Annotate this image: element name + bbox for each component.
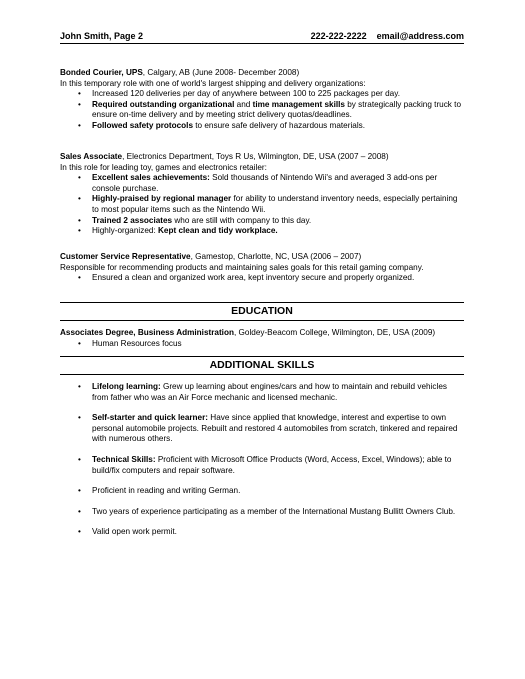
education-bullets <box>60 339 464 350</box>
job-heading <box>60 252 464 263</box>
job-description: In this temporary role with one of world's largest shipping and delivery organizations: <box>60 78 366 88</box>
job-meta: , Calgary, AB (June 2008- December 2008) <box>142 68 300 77</box>
list-item: • Proficient in reading and writing German. <box>60 486 464 497</box>
job-heading <box>60 152 464 163</box>
job-entry-gamestop <box>60 252 464 284</box>
list-item: • Valid open work permit. <box>60 527 464 538</box>
header-contact <box>311 31 464 42</box>
education-entry <box>60 328 464 339</box>
job-entry-ups <box>60 68 464 132</box>
job-bullets <box>60 273 464 284</box>
skills-heading: ADDITIONAL SKILLS <box>60 356 464 375</box>
header-email: email@address.com <box>376 31 464 41</box>
list-item: • Self-starter and quick learner: Have since applied that knowledge, interest and expertise to own personal automobile projects. Rebuilt and restored 4 automobiles from scratch, tinkered and repaired with numerous others. <box>60 413 464 445</box>
job-description: Responsible for recommending products and maintaining sales goals for this retail gaming company. <box>60 262 424 272</box>
list-item: • Human Resources focus <box>60 339 464 350</box>
list-item: • Technical Skills: Proficient with Microsoft Office Products (Word, Access, Excel, Windows); able to build/fix computers and repair software. <box>60 455 464 476</box>
job-title: Sales Associate <box>60 152 123 161</box>
job-meta: , Gamestop, Charlotte, NC, USA (2006 – 2007) <box>190 252 362 261</box>
job-heading <box>60 68 464 79</box>
skills-list <box>60 382 464 538</box>
list-item: • Highly-organized: Kept clean and tidy workplace. <box>60 226 464 237</box>
list-item: • Followed safety protocols to ensure safe delivery of hazardous materials. <box>60 121 464 132</box>
job-title: Bonded Courier, UPS <box>60 68 143 77</box>
header-divider <box>60 43 464 44</box>
job-entry-toys-r-us <box>60 152 464 237</box>
job-bullets <box>60 173 464 237</box>
page-header <box>60 31 464 42</box>
list-item: • Increased 120 deliveries per day of anywhere between 100 to 225 packages per day. <box>60 89 464 100</box>
job-meta: , Electronics Department, Toys R Us, Wilmington, DE, USA (2007 – 2008) <box>122 152 389 161</box>
list-item: • Trained 2 associates who are still with company to this day. <box>60 216 464 227</box>
header-phone: 222-222-2222 <box>310 31 367 41</box>
skills-section <box>60 382 464 548</box>
job-title: Customer Service Representative <box>60 252 191 261</box>
degree: Associates Degree, Business Administration <box>60 328 234 337</box>
job-bullets <box>60 89 464 131</box>
header-name-page: John Smith, Page 2 <box>60 31 144 41</box>
education-heading: EDUCATION <box>60 302 464 321</box>
list-item: • Ensured a clean and organized work area, kept inventory secure and properly organized. <box>60 273 464 284</box>
list-item: • Required outstanding organizational and time management skills by strategically packing truck to ensure on-time delivery and by meeting strict delivery quotas/deadlines. <box>60 100 464 121</box>
list-item: • Two years of experience participating as a member of the International Mustang Bullitt Owners Club. <box>60 507 464 518</box>
list-item: • Excellent sales achievements: Sold thousands of Nintendo Wii's and averaged 3 add-ons per console purchase. <box>60 173 464 194</box>
list-item: • Highly-praised by regional manager for ability to understand inventory needs, especially pertaining to most popular items such as the Nintendo Wii. <box>60 194 464 215</box>
list-item: • Lifelong learning: Grew up learning about engines/cars and how to maintain and rebuild vehicles from father who was an Air Force mechanic and licensed mechanic. <box>60 382 464 403</box>
school: , Goldey-Beacom College, Wilmington, DE, USA (2009) <box>233 328 436 337</box>
job-description: In this role for leading toy, games and electronics retailer: <box>60 162 267 172</box>
education-section <box>60 328 464 349</box>
